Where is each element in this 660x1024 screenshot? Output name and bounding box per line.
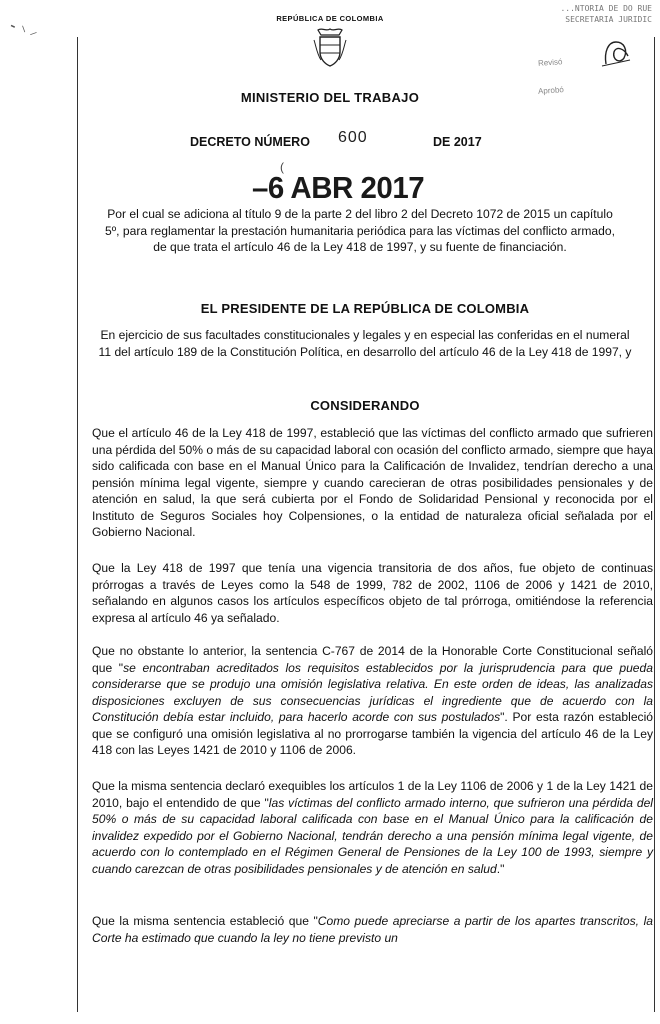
preamble: En ejercicio de sus facultades constitucionales y legales y en especial las conferidas en el numeral 11 del artículo 189 de la Constitución Política, en desarrollo del artículo 46 de la Ley 418 de 1997, y: [98, 328, 632, 359]
decree-label: DECRETO NÚMERO: [190, 135, 310, 149]
scan-mark: ⁃ ⸌ ⸍: [6, 17, 40, 45]
consideration-5: Que la misma sentencia estableció que "Como puede apreciarse a partir de los apartes transcritos, la Corte ha estimado que cuando la ley no tiene previsto un: [92, 914, 653, 945]
revision-stamp: Revisó: [537, 57, 563, 68]
consideration-3: Que no obstante lo anterior, la sentencia C-767 de 2014 de la Honorable Corte Constitucional señaló que "se encontraban acreditados los requisitos establecidos por la jurisprudencia para que pueda considerarse que se produjo una omisión legislativa relativa. En este orden de ideas, las analizadas disposiciones excluyen de sus consecuencias jurídicas el ingrediente que de acuerdo con la Constitución debía estar incluido, para hacerlo acorde con sus postulados". Por esta razón estableció que se configuró una omisión legislativa al no prorrogarse también la vigencia del artículo 46 de la Ley 418 con las Leyes 1421 de 2010 y 1106 de 2006.: [92, 644, 654, 757]
ministry-title: MINISTERIO DEL TRABAJO: [240, 90, 420, 105]
consideration-1: Que el artículo 46 de la Ley 418 de 1997, estableció que las víctimas del conflicto armado que sufrieren una pérdida del 50% o más de su capacidad laboral con ocasión del conflicto armado, siempre que haya sido calificada con base en el Manual Único para la Calificación de Invalidez, tendrían derecho a una pensión mínima legal vigente, siempre y cuando carecieran de otras posibilidades pensionales y de atención en salud, la que será cubierta por el Fondo de Solidaridad Pensional y reconocida por el Instituto de Seguros Sociales hoy Colpensiones, o la entidad de naturaleza oficial señalada por el Gobierno Nacional.: [92, 426, 653, 539]
check-mark: (: [280, 160, 284, 174]
quote-text: las víctimas del conflicto armado interno, que sufrieron una pérdida del 50% o más de su capacidad laboral calificada con base en el Manual Único para la calificación de invalidez expedido por el Gobierno Nacional, tendrán derecho a una pensión mínima legal vigente, de acuerdo con lo contemplado en el Régimen General de Pensiones de la Ley 100 de 1993, siempre y cuando carezcan de otras posibilidades pensionales y de atención en salud: [92, 795, 653, 876]
consideration-2: Que la Ley 418 de 1997 que tenía una vigencia transitoria de dos años, fue objeto de continuas prórrogas a través de Leyes como la 548 de 1999, 782 de 2002, 1106 de 2006 y 1421 de 2010, señalando en algunos casos los artículos específicos objeto de tal prórroga, omitiéndose la referencia expresa al artículo 46 ya señalado.: [92, 561, 653, 625]
consideration-4: Que la misma sentencia declaró exequibles los artículos 1 de la Ley 1106 de 2006 y 1 de la Ley 1421 de 2010, bajo el entendido de que "las víctimas del conflicto armado interno, que sufrieron una pérdida del 50% o más de su capacidad laboral calificada con base en el Manual Único para la calificación de invalidez expedido por el Gobierno Nacional, tendrán derecho a una pensión mínima legal vigente, de acuerdo con lo contemplado en el Régimen General de Pensiones de la Ley 100 de 1993, siempre y cuando carezcan de otras posibilidades pensionales y de atención en salud.": [92, 779, 653, 876]
decree-year: DE 2017: [433, 135, 482, 149]
decree-number: 600: [338, 129, 368, 146]
quote-text: Como puede apreciarse a partir de los apartes transcritos, la Corte ha estimado que cuando la ley no tiene previsto un: [92, 914, 653, 945]
approval-stamp: Aprobó: [537, 85, 565, 96]
secretaria-stamp: ...NTORIA DE DO RUE SECRETARIA JURIDIC: [560, 4, 652, 24]
quote-text: se encontraban acreditados los requisitos establecidos por la jurisprudencia para que pueda considerarse que se produjo una omisión legislativa relativa. En este orden de ideas, las analizadas disposiciones excluyen de sus consecuencias jurídicas el ingrediente que de acuerdo con la Constitución debía estar incluido, para hacerlo acorde con sus postulados: [92, 660, 653, 724]
president-heading: EL PRESIDENTE DE LA REPÚBLICA DE COLOMBIA: [200, 301, 530, 316]
decree-subject: Por el cual se adiciona al título 9 de la parte 2 del libro 2 del Decreto 1072 de 2015 un capítulo 5º, para reglamentar la prestación humanitaria periódica para las víctimas del conflicto armado, de que trata el artículo 46 de la Ley 418 de 1997, y su fuente de financiación.: [105, 207, 615, 254]
considerando-heading: CONSIDERANDO: [310, 398, 420, 413]
date-stamp: –6 ABR 2017: [252, 170, 425, 205]
republic-label: REPÚBLICA DE COLOMBIA: [276, 14, 384, 23]
